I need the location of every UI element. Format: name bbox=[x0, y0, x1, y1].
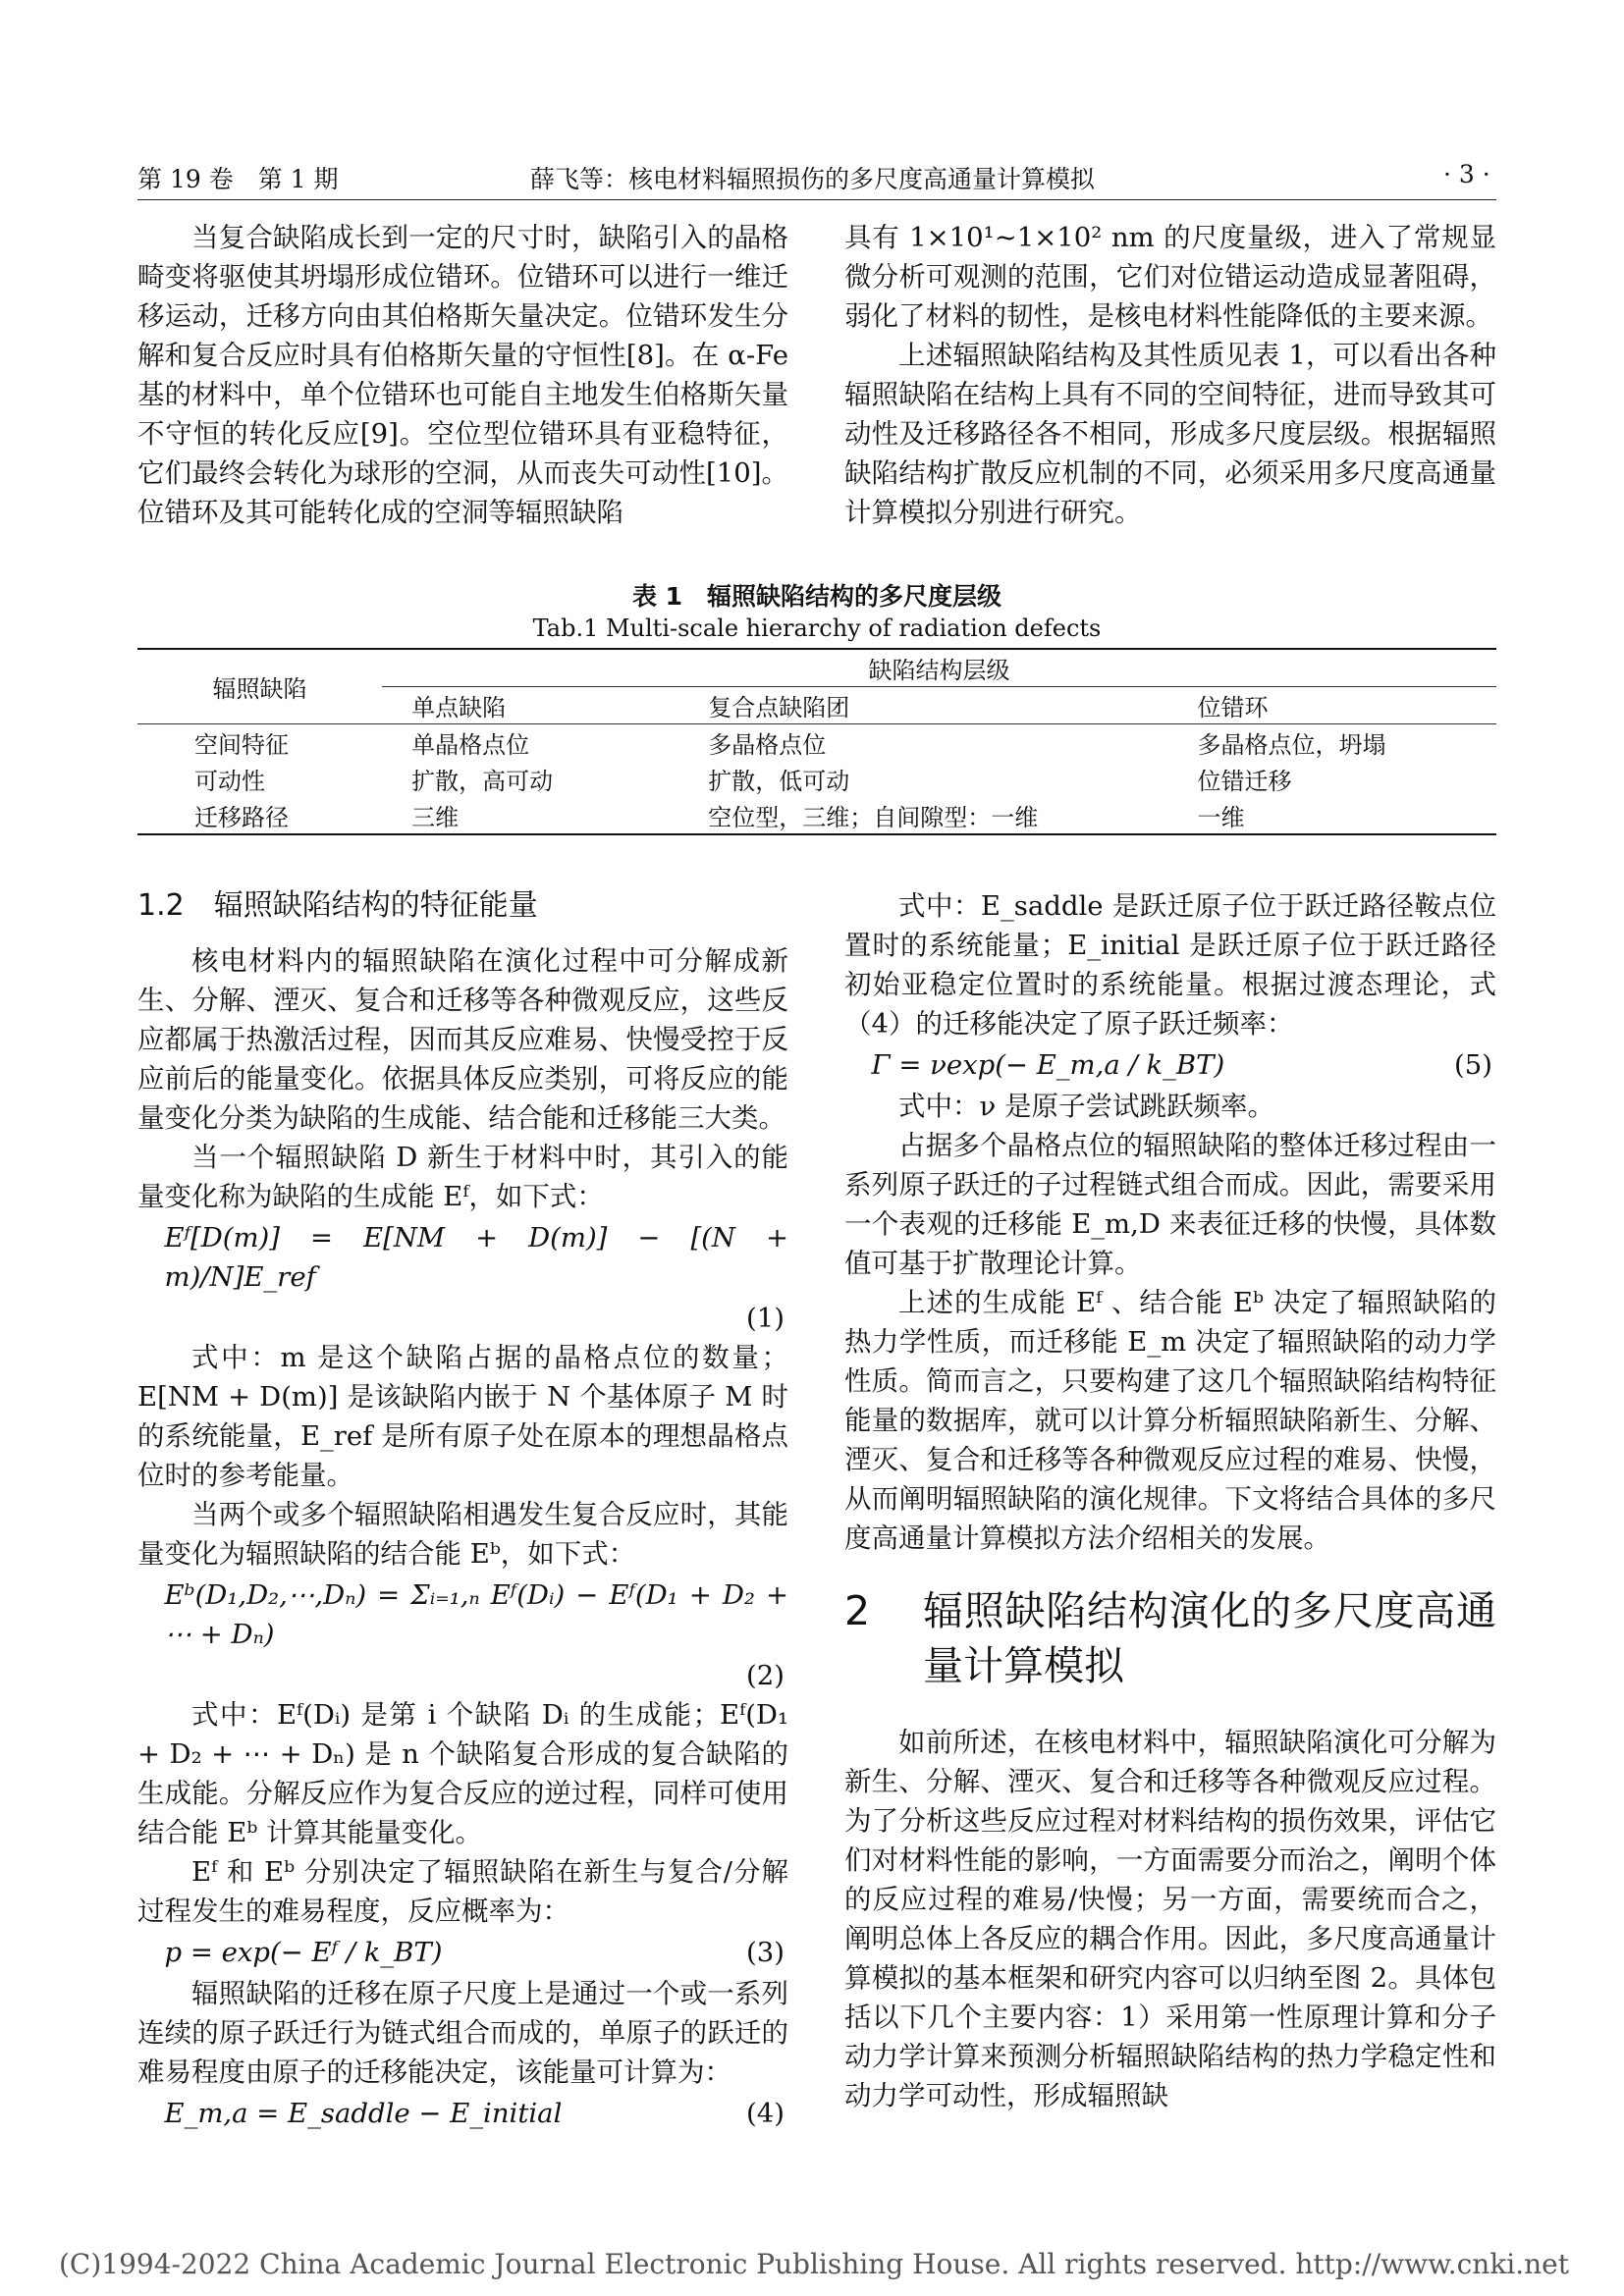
equation-body: Eᵇ(D₁,D₂,⋯,Dₙ) = Σᵢ₌₁,ₙ Eᶠ(Dᵢ) − Eᶠ(D₁ + D₂ + ⋯ + Dₙ) bbox=[164, 1579, 788, 1650]
paragraph: 式中：E_saddle 是跃迁原子位于跃迁路径鞍点位置时的系统能量；E_initial 是跃迁原子位于跃迁路径初始亚稳定位置时的系统能量。根据过渡态理论，式（4）的迁移能决定了原子跃迁频率： bbox=[844, 890, 1496, 1040]
equation-4 bbox=[137, 2094, 788, 2133]
equation-2 bbox=[137, 1575, 788, 1654]
paragraph: 具有 1×10¹~1×10² nm 的尺度量级，进入了常规显微分析可观测的范围，它们对位错运动造成显著阻碍，弱化了材料的韧性，是核电材料性能降低的主要来源。 bbox=[844, 222, 1496, 332]
paragraph: 上述辐照缺陷结构及其性质见表 1，可以看出各种辐照缺陷在结构上具有不同的空间特征，进而导致其可动性及迁移路径各不相同，形成多尺度层级。根据辐照缺陷结构扩散反应机制的不同，必须采用多尺度高通量计算模拟分别进行研究。 bbox=[844, 340, 1496, 528]
copyright-footer: (C)1994-2022 China Academic Journal Electronic Publishing House. All rights reserved. http://www.cnki.net bbox=[59, 2248, 1570, 2280]
table-group-header: 缺陷结构层级 bbox=[382, 649, 1496, 687]
bottom-right-column bbox=[844, 886, 1496, 2115]
equation-5 bbox=[844, 1045, 1496, 1085]
table-cell: 多晶格点位，坍塌 bbox=[1197, 731, 1386, 759]
equation-number: (3) bbox=[746, 1937, 785, 1968]
paragraph: 当复合缺陷成长到一定的尺寸时，缺陷引入的晶格畸变将驱使其坍塌形成位错环。位错环可以进行一维迁移运动，迁移方向由其伯格斯矢量决定。位错环发生分解和复合反应时具有伯格斯矢量的守恒性[8]。在 α-Fe 基的材料中，单个位错环也可能自主地发生伯格斯矢量不守恒的转化反应[9]。空位型位错环具有亚稳特征，它们最终会转化为球形的空洞，从而丧失可动性[10]。位错环及其可能转化成的空洞等辐照缺陷 bbox=[137, 222, 788, 528]
section-heading-2 bbox=[844, 1583, 1496, 1693]
table-row-label: 迁移路径 bbox=[137, 797, 382, 834]
paragraph: 如前所述，在核电材料中，辐照缺陷演化可分解为新生、分解、湮灭、复合和迁移等各种微观反应过程。为了分析这些反应过程对材料结构的损伤效果，评估它们对材料性能的影响，一方面需要分而治之，阐明个体的反应过程的难易/快慢；另一方面，需要统而合之，阐明总体上各反应的耦合作用。因此，多尺度高通量计算模拟的基本框架和研究内容可以归纳至图 2。具体包括以下几个主要内容：1）采用第一性原理计算和分子动力学计算来预测分析辐照缺陷结构的热力学稳定性和动力学可动性，形成辐照缺 bbox=[844, 1727, 1496, 2111]
paragraph: 当一个辐照缺陷 D 新生于材料中时，其引入的能量变化称为缺陷的生成能 Eᶠ，如下式： bbox=[137, 1142, 788, 1212]
table-row bbox=[137, 724, 1496, 762]
table-subtitle: Tab.1 Multi-scale hierarchy of radiation defects bbox=[532, 614, 1102, 642]
paragraph: 式中：Eᶠ(Dᵢ) 是第 i 个缺陷 Dᵢ 的生成能；Eᶠ(D₁ + D₂ + ⋯ + Dₙ) 是 n 个缺陷复合形成的复合缺陷的生成能。分解反应作为复合反应的逆过程，同样可使用结合能 Eᵇ 计算其能量变化。 bbox=[137, 1699, 788, 1848]
equation-3 bbox=[137, 1933, 788, 1972]
paragraph: 上述的生成能 Eᶠ 、结合能 Eᵇ 决定了辐照缺陷的热力学性质，而迁移能 E_m 决定了辐照缺陷的动力学性质。简而言之，只要构建了这几个辐照缺陷结构特征能量的数据库，就可以计算分析辐照缺陷新生、分解、湮灭、复合和迁移等各种微观反应过程的难易、快慢，从而阐明辐照缺陷的演化规律。下文将结合具体的多尺度高通量计算模拟方法介绍相关的发展。 bbox=[844, 1287, 1496, 1554]
equation-body: Γ = νexp(− E_m,a / k_BT) bbox=[871, 1049, 1225, 1081]
table-row-label: 空间特征 bbox=[194, 731, 289, 759]
paragraph: 当两个或多个辐照缺陷相遇发生复合反应时，其能量变化为辐照缺陷的结合能 Eᵇ，如下式： bbox=[137, 1499, 788, 1570]
paragraph: 核电材料内的辐照缺陷在演化过程中可分解成新生、分解、湮灭、复合和迁移等各种微观反应，这些反应都属于热激活过程，因而其反应难易、快慢受控于反应前后的能量变化。依据具体反应类别，可将反应的能量变化分类为缺陷的生成能、结合能和迁移能三大类。 bbox=[137, 945, 788, 1134]
paragraph: 占据多个晶格点位的辐照缺陷的整体迁移过程由一系列原子跃迁的子过程链式组合而成。因此，需要采用一个表观的迁移能 E_m,D 来表征迁移的快慢，具体数值可基于扩散理论计算。 bbox=[844, 1130, 1496, 1279]
equation-number: (2) bbox=[746, 1660, 785, 1691]
paragraph: Eᶠ 和 Eᵇ 分别决定了辐照缺陷在新生与复合/分解过程发生的难易程度，反应概率为： bbox=[137, 1856, 788, 1927]
equation-number: (1) bbox=[746, 1303, 785, 1334]
page-number: · 3 · bbox=[1443, 160, 1490, 188]
table-cell: 空位型，三维；自间隙型：一维 bbox=[708, 797, 1197, 834]
table-row-header: 辐照缺陷 bbox=[137, 649, 382, 724]
table-cell: 扩散，高可动 bbox=[411, 768, 554, 795]
section-title: 辐照缺陷结构演化的多尺度高通量计算模拟 bbox=[923, 1587, 1496, 1689]
equation-number: (4) bbox=[746, 2098, 785, 2129]
equation-1 bbox=[137, 1218, 788, 1297]
running-title: 薛飞等：核电材料辐照损伤的多尺度高通量计算模拟 bbox=[530, 165, 1096, 193]
section-heading: 1.2 辐照缺陷结构的特征能量 bbox=[137, 888, 538, 923]
table-column-header: 位错环 bbox=[1198, 687, 1497, 724]
table-row bbox=[137, 761, 1496, 797]
table-cell: 位错迁移 bbox=[1197, 768, 1292, 795]
table-cell: 多晶格点位 bbox=[708, 731, 827, 759]
equation-body: p = exp(− Eᶠ / k_BT) bbox=[164, 1937, 443, 1968]
table-row-label: 可动性 bbox=[194, 768, 265, 795]
top-right-column bbox=[844, 218, 1496, 532]
paragraph: 式中：ν 是原子尝试跳跃频率。 bbox=[898, 1091, 1274, 1122]
paragraph: 辐照缺陷的迁移在原子尺度上是通过一个或一系列连续的原子跃迁行为链式组合而成的，单原子的跃迁的难易程度由原子的迁移能决定，该能量可计算为： bbox=[137, 1978, 788, 2088]
equation-body: E_m,a = E_saddle − E_initial bbox=[164, 2098, 563, 2129]
equation-body: Eᶠ[D(m)] = E[NM + D(m)] − [(N + m)/N]E_ref bbox=[164, 1222, 788, 1293]
table-cell: 一维 bbox=[1198, 797, 1497, 834]
table-cell: 扩散，低可动 bbox=[708, 768, 850, 795]
defect-hierarchy-table bbox=[137, 648, 1496, 835]
table-cell: 单晶格点位 bbox=[411, 731, 530, 759]
journal-volume-issue: 第 19 卷 第 1 期 bbox=[137, 165, 339, 193]
table-cell: 三维 bbox=[382, 797, 708, 834]
top-left-column bbox=[137, 218, 788, 532]
header-rule bbox=[137, 199, 1496, 200]
table-column-header: 单点缺陷 bbox=[382, 687, 708, 724]
table-column-header: 复合点缺陷团 bbox=[708, 687, 1197, 724]
table-title: 表 1 辐照缺陷结构的多尺度层级 bbox=[631, 582, 1002, 611]
section-number: 2 bbox=[844, 1587, 871, 1634]
equation-number: (5) bbox=[1454, 1049, 1492, 1081]
bottom-left-column bbox=[137, 886, 788, 2135]
table-row bbox=[137, 797, 1496, 834]
paragraph: 式中：m 是这个缺陷占据的晶格点位的数量；E[NM + D(m)] 是该缺陷内嵌于 N 个基体原子 M 时的系统能量，E_ref 是所有原子处在原本的理想晶格点位时的参考能量。 bbox=[137, 1342, 788, 1491]
